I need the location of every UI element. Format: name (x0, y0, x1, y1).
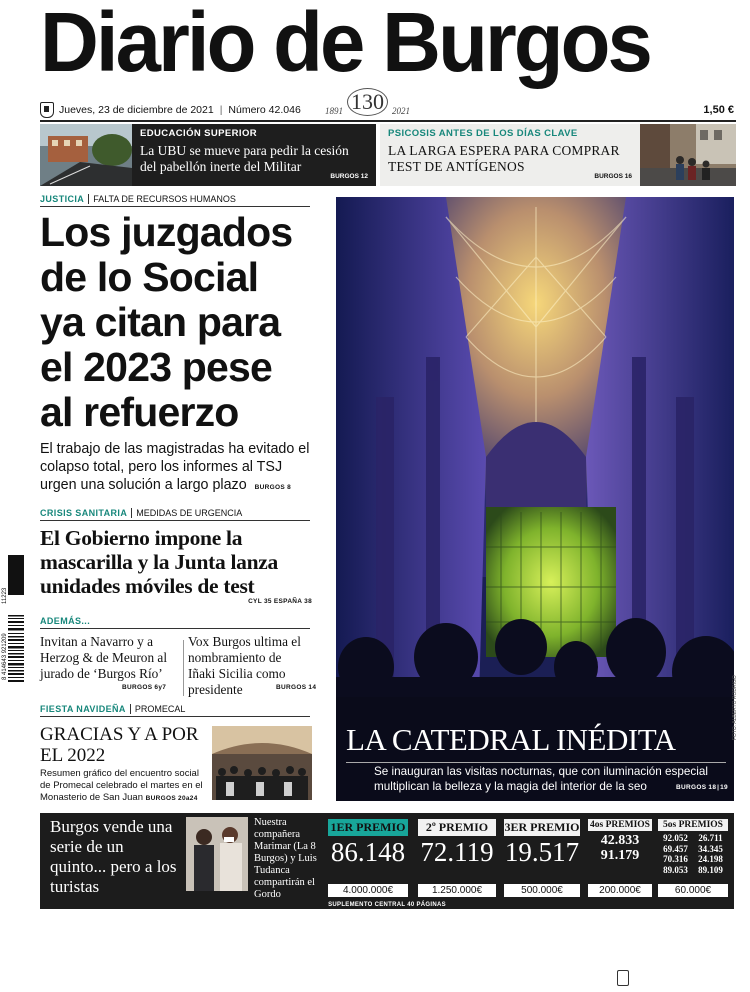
teaser-kicker: PSICOSIS ANTES DE LOS DÍAS CLAVE (388, 128, 578, 139)
prize-number-grid (658, 833, 728, 875)
prize-label: 4os PREMIOS (588, 819, 652, 831)
prize-fourth (588, 813, 652, 897)
lead-dek (40, 440, 312, 497)
teaser-ubu[interactable] (40, 124, 376, 186)
fiesta-ref: BURGOS 20a24 (145, 795, 198, 802)
teaser-kicker: EDUCACIÓN SUPERIOR (140, 128, 257, 139)
prize-number: 70.316 (663, 854, 688, 864)
second-headline[interactable]: El Gobierno impone la mascarilla y la Junta lanza unidades móviles de test (40, 526, 278, 598)
lead-ref: BURGOS 8 (254, 484, 291, 491)
teaser-ref: BURGOS 16 (594, 173, 632, 180)
barcode (8, 555, 26, 685)
column-divider (183, 640, 184, 696)
prize-number: 19.517 (504, 837, 580, 867)
teaser-text: La UBU se mueve para pedir la cesión del pabellón inerte del Militar (140, 143, 349, 174)
lottery-band (40, 813, 734, 909)
issue-number: Número 42.046 (228, 104, 301, 116)
second-ref-cyl: CYL 35 (248, 598, 272, 605)
cover-price: 1,50 € (703, 104, 734, 116)
prize-label: 3ER PREMIO (504, 820, 580, 834)
prize-number: 69.457 (663, 843, 688, 854)
lead-section: JUSTICIA (40, 194, 85, 204)
fiesta-headline[interactable]: GRACIAS Y A POR EL 2022 (40, 724, 199, 766)
footer-side-story[interactable]: Nuestra compañera Marimar (La 8 Burgos) y Luis Tudanca compartirán el Gordo (254, 817, 317, 900)
fiesta-kicker (40, 704, 310, 717)
teaser-antigenos[interactable] (380, 124, 736, 186)
dateline: Jueves, 23 de diciembre de 2021 | Número 42.046 (40, 100, 736, 122)
prize-number: 26.711 (698, 833, 723, 843)
teaser-text: LA LARGA ESPERA PARA COMPRAR TEST DE ANTÍGENOS (388, 143, 620, 174)
ademas-item-text: Invitan a Navarro y a Herzog & de Meuron al jurado de ‘Burgos Río’ (40, 634, 168, 681)
lead-headline[interactable]: Los juzgados de lo Social ya citan para el 2023 pese al refuerzo (40, 209, 293, 435)
anniversary-start: 1891 (325, 106, 343, 116)
cover-photo[interactable] (336, 197, 734, 801)
anniversary-end: 2021 (392, 106, 410, 116)
anniversary-number: 130 (347, 88, 388, 116)
second-ref-espana: ESPAÑA 38 (273, 598, 312, 605)
fiesta-dek-text: Resumen gráfico del encuentro social de Promecal celebrado el martes en el Monasterio de San Juan (40, 768, 203, 803)
prize-number: 86.148 (328, 836, 408, 868)
fiesta-section: FIESTA NAVIDEÑA (40, 704, 126, 714)
prize-label: 5os PREMIOS (658, 819, 728, 831)
prize-amount: 4.000.000€ (328, 884, 408, 897)
prize-number: 42.833 (600, 833, 640, 848)
ademas-item-text: Vox Burgos ultima el nombramiento de Iñaki Sicilia como presidente (188, 634, 301, 697)
photo-credit: FOTO: ALBERTO RODRIGO (732, 675, 738, 740)
lead-dek-text: El trabajo de las magistradas ha evitado el colapso total, pero los informes al TSJ urgen una solución a largo plazo (40, 441, 310, 493)
prize-second (418, 813, 496, 897)
lead-topic: FALTA DE RECURSOS HUMANOS (93, 194, 236, 204)
prize-number: 92.052 (663, 833, 688, 843)
second-section: CRISIS SANITARIA (40, 508, 128, 518)
cover-headline: LA CATEDRAL INÉDITA (346, 722, 676, 757)
second-kicker (40, 508, 310, 521)
ademas-kicker (40, 616, 310, 629)
issue-date: Jueves, 23 de diciembre de 2021 (59, 104, 214, 116)
prize-amount: 500.000€ (504, 884, 580, 897)
prize-third (504, 813, 580, 897)
teaser-antigenos-photo (640, 124, 736, 186)
masthead-title[interactable]: Diario de Burgos (40, 0, 650, 89)
prize-number: 89.053 (663, 864, 688, 875)
prize-fifth (658, 813, 728, 897)
lead-kicker (40, 194, 310, 207)
teaser-ref: BURGOS 12 (330, 173, 368, 180)
second-refs (240, 598, 312, 605)
ademas-item-ref: BURGOS 6y7 (122, 684, 167, 691)
prize-amount: 1.250.000€ (418, 884, 496, 897)
footer-story[interactable]: Burgos vende una serie de un quinto... pero a los turistas (50, 817, 177, 896)
city-crest-icon (40, 102, 54, 118)
cover-rule (346, 762, 726, 763)
prize-label: 1ER PREMIO (328, 819, 408, 836)
fiesta-dek (40, 768, 210, 805)
prize-number: 34.345 (698, 843, 723, 854)
ademas-item[interactable] (40, 634, 180, 682)
prize-number: 89.109 (698, 864, 723, 875)
cover-ref: BURGOS 18 | 19 (676, 784, 728, 791)
prize-label: 2º PREMIO (418, 819, 496, 836)
teaser-ubu-photo (40, 124, 132, 186)
supplement-note: SUPLEMENTO CENTRAL 40 PÁGINAS (328, 902, 446, 908)
prize-amount: 200.000€ (588, 884, 652, 897)
barcode-code: 11223 (2, 587, 8, 604)
fiesta-photo (212, 726, 312, 800)
prize-number: 91.179 (600, 848, 640, 863)
footer-photo (186, 817, 248, 891)
prize-amount: 60.000€ (658, 884, 728, 897)
barcode-number: 8 414643 921209 (2, 633, 8, 680)
page-end-mark-icon (617, 970, 629, 986)
cover-dek: Se inauguran las visitas nocturnas, que con iluminación especial multiplican la belleza y la magia del interior de la seo (374, 765, 708, 793)
fiesta-topic: PROMECAL (134, 704, 186, 714)
prize-number: 24.198 (698, 854, 723, 864)
ademas-label: ADEMÁS... (40, 616, 91, 626)
second-topic: MEDIDAS DE URGENCIA (136, 508, 243, 518)
prize-first (328, 813, 408, 897)
ademas-item-ref: BURGOS 14 (276, 684, 317, 691)
prize-number: 72.119 (418, 836, 496, 868)
